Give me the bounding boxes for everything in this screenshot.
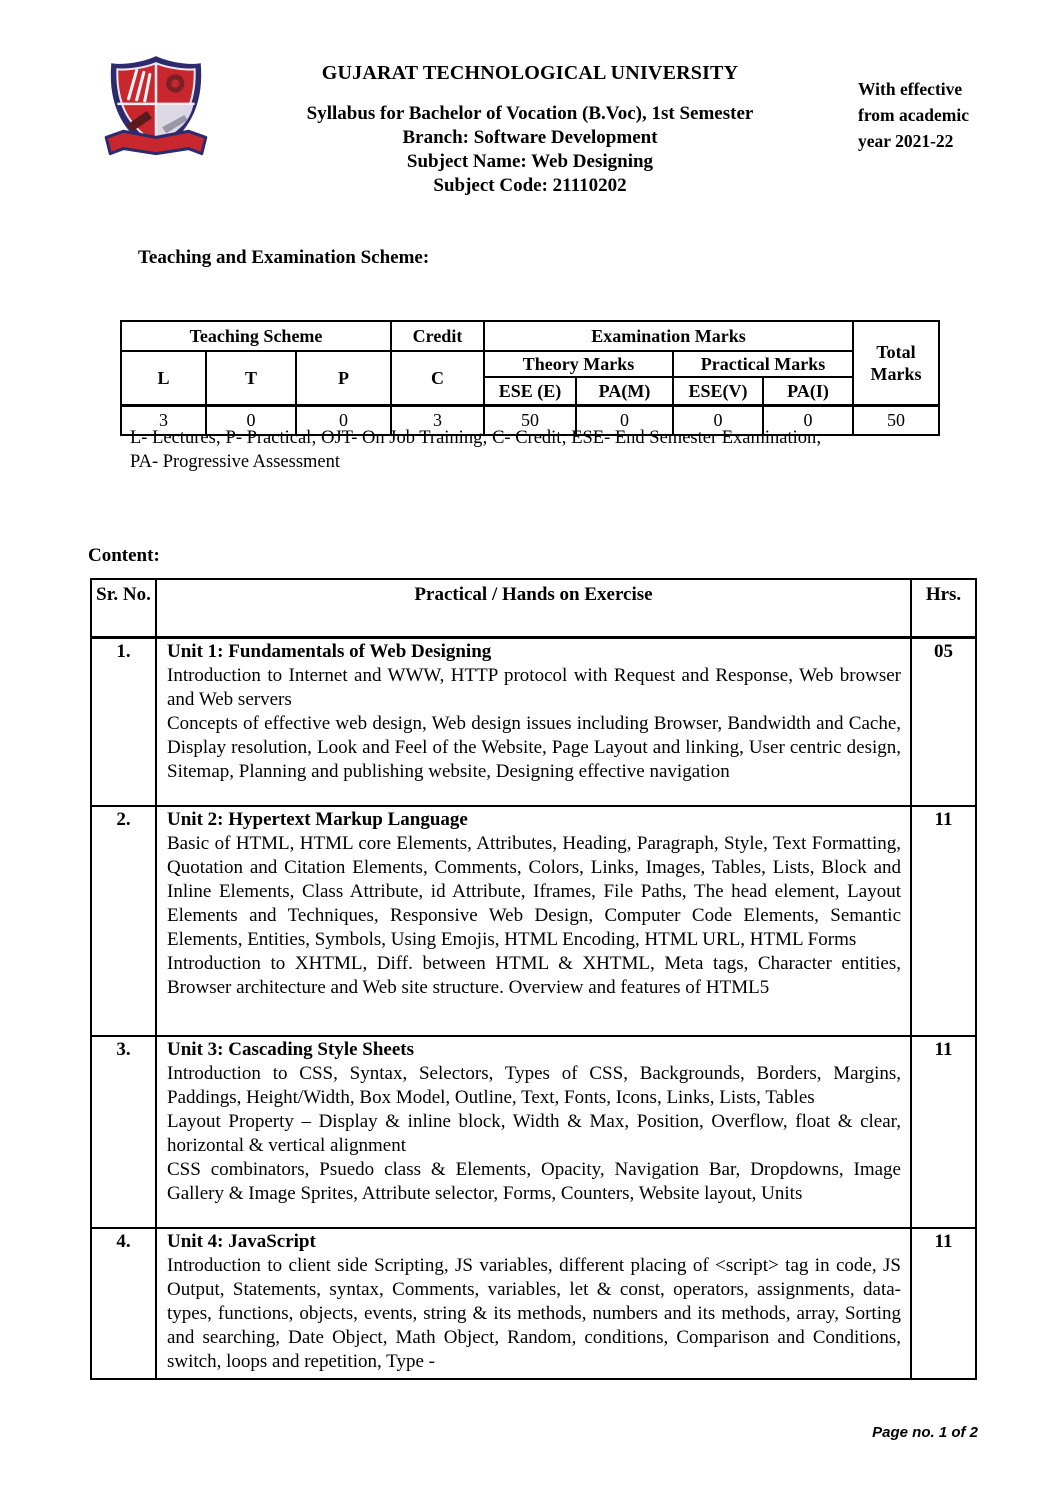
unit-1-content xyxy=(156,638,911,806)
sr-number: 3. xyxy=(91,1036,156,1228)
abbreviation-note xyxy=(130,427,975,474)
value-ese-e: 50 xyxy=(484,406,576,436)
unit-1-paragraph: Concepts of effective web design, Web design issues including Browser, Bandwidth and Cache, Display resolution, Look and Feel of the Website, Page Layout and linking, User centric design, Sitemap, Planning and publishing website, Designing effective navigation xyxy=(167,713,901,782)
branch-line: Branch: Software Development xyxy=(402,127,658,148)
unit-2-content xyxy=(156,806,911,1036)
col-pa-m: PA(M) xyxy=(576,377,673,406)
value-pa-m: 0 xyxy=(576,406,673,436)
unit-1-title: Unit 1: Fundamentals of Web Designing xyxy=(167,641,492,662)
value-p: 0 xyxy=(296,406,391,436)
examination-marks-header: Examination Marks xyxy=(484,321,853,351)
unit-1-paragraph: Introduction to Internet and WWW, HTTP protocol with Request and Response, Web browser and Web servers xyxy=(167,665,901,710)
sr-number: 2. xyxy=(91,806,156,1036)
teaching-scheme-header: Teaching Scheme xyxy=(121,321,391,351)
unit-4-hours: 11 xyxy=(911,1228,976,1379)
content-header-row xyxy=(91,579,976,638)
scheme-heading: Teaching and Examination Scheme: xyxy=(138,247,430,268)
col-t: T xyxy=(206,351,296,406)
value-pa-i: 0 xyxy=(763,406,853,436)
sr-number: 4. xyxy=(91,1228,156,1379)
unit-3-paragraph: CSS combinators, Psuedo class & Elements, Opacity, Navigation Bar, Dropdowns, Image Gallery & Image Sprites, Attribute selector, Forms, Counters, Website layout, Units xyxy=(167,1158,901,1204)
col-ese-e: ESE (E) xyxy=(484,377,576,406)
effective-note: With effective from academic year 2021-22 xyxy=(858,79,969,151)
sr-no-header: Sr. No. xyxy=(91,579,156,638)
unit-3-paragraph: Introduction to CSS, Syntax, Selectors, Types of CSS, Backgrounds, Borders, Margins, Paddings, Height/Width, Box Model, Outline, Text, Fonts, Icons, Links, Lists, Tables xyxy=(167,1062,901,1108)
col-l: L xyxy=(121,351,206,406)
unit-2-title: Unit 2: Hypertext Markup Language xyxy=(167,808,468,830)
unit-2-hours: 11 xyxy=(911,806,976,1036)
gtu-crest-logo xyxy=(94,52,218,176)
unit-3-hours: 11 xyxy=(911,1036,976,1228)
subject-code-line: Subject Code: 21110202 xyxy=(433,175,627,196)
credit-header: Credit xyxy=(391,321,484,351)
practical-marks-header: Practical Marks xyxy=(673,351,853,377)
table-row-unit-2 xyxy=(91,806,976,1036)
col-c: C xyxy=(391,351,484,406)
scheme-table xyxy=(120,320,940,436)
col-ese-v: ESE(V) xyxy=(673,377,763,406)
unit-4-title: Unit 4: JavaScript xyxy=(167,1230,316,1252)
value-t: 0 xyxy=(206,406,296,436)
unit-2-paragraph: Basic of HTML, HTML core Elements, Attributes, Heading, Paragraph, Style, Text Formatting, Quotation and Citation Elements, Comments, Colors, Links, Images, Tables, Lists, Block and Inline Elements, Class Attribute, id Attribute, Iframes, File Paths, The head element, Layout Elements and Techniques, Responsive Web Design, Computer Code Elements, Semantic Elements, Entities, Symbols, Using Emojis, HTML Encoding, HTML URL, HTML Forms xyxy=(167,832,901,950)
subject-name-line: Subject Name: Web Designing xyxy=(406,151,654,172)
col-p: P xyxy=(296,351,391,406)
practical-header: Practical / Hands on Exercise xyxy=(156,579,911,638)
document-header xyxy=(255,62,805,198)
shield-crest-icon xyxy=(94,52,218,176)
note-line-2: PA- Progressive Assessment xyxy=(130,451,341,472)
unit-3-paragraph: Layout Property – Display & inline block, Width & Max, Position, Overflow, float & clear, horizontal & vertical alignment xyxy=(167,1110,901,1156)
value-l: 3 xyxy=(121,406,206,436)
unit-2-paragraph: Introduction to XHTML, Diff. between HTML & XHTML, Meta tags, Character entities, Browser architecture and Web site structure. Overview and features of HTML5 xyxy=(167,952,901,998)
table-row-unit-3 xyxy=(91,1036,976,1228)
unit-3-title: Unit 3: Cascading Style Sheets xyxy=(167,1038,415,1060)
content-table xyxy=(90,578,977,1380)
note-line-1: L- Lectures; P- Practical; OJT- On Job Training; C- Credit; ESE- End Semester Examination; xyxy=(130,428,822,448)
col-pa-i: PA(I) xyxy=(763,377,853,406)
unit-4-paragraph: Introduction to client side Scripting, JS variables, different placing of <script> tag in code, JS Output, Statements, syntax, Comments, variables, let & const, operators, assignments, data-types, functions, objects, events, string & its methods, numbers and its methods, array, Sorting and searching, Date Object, Math Object, Random, conditions, Comparison and Conditions, switch, loops and repetition, Type - xyxy=(167,1254,901,1372)
syllabus-line: Syllabus for Bachelor of Vocation (B.Voc), 1st Semester xyxy=(306,103,754,124)
page-number: Page no. 1 of 2 xyxy=(872,1424,978,1441)
value-c: 3 xyxy=(391,406,484,436)
total-marks-header: Total Marks xyxy=(853,321,939,406)
unit-1-hours: 05 xyxy=(911,638,976,806)
table-row-unit-1 xyxy=(91,638,976,806)
university-name: GUJARAT TECHNOLOGICAL UNIVERSITY xyxy=(321,62,739,84)
value-total: 50 xyxy=(853,406,939,436)
value-ese-v: 0 xyxy=(673,406,763,436)
hrs-header: Hrs. xyxy=(911,579,976,638)
unit-3-content xyxy=(156,1036,911,1228)
theory-marks-header: Theory Marks xyxy=(484,351,673,377)
unit-4-content xyxy=(156,1228,911,1379)
content-heading: Content: xyxy=(88,545,160,566)
sr-number: 1. xyxy=(91,638,156,806)
table-row-unit-4 xyxy=(91,1228,976,1379)
